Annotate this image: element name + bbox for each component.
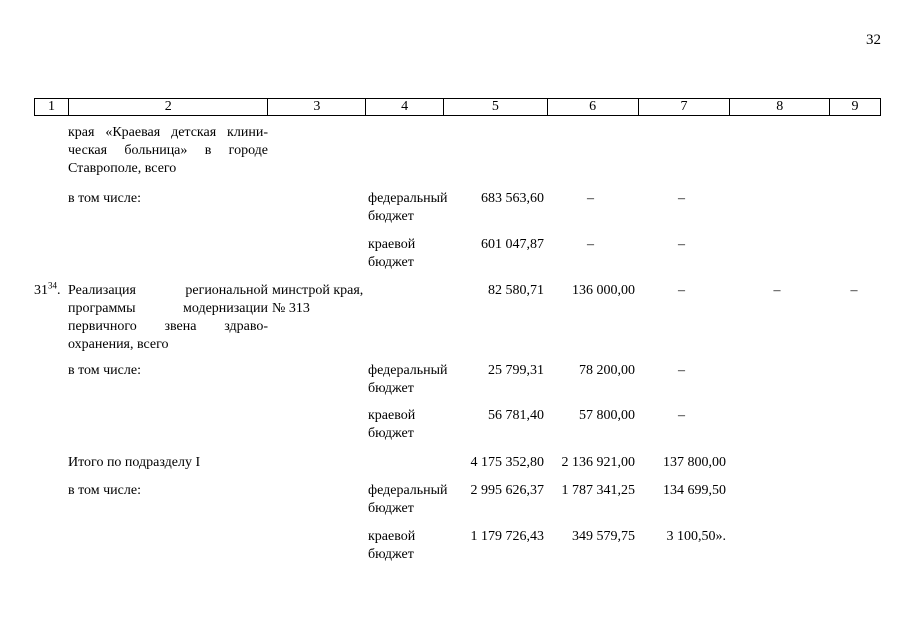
row4-col5: 82 580,71 (488, 283, 544, 298)
header-col-7: 7 (639, 99, 731, 115)
row8-col7: 134 699,50 (663, 483, 726, 498)
row8-label: в том числе: (68, 483, 141, 498)
row7-col5: 4 175 352,80 (470, 455, 544, 470)
header-col-9: 9 (851, 99, 859, 114)
row3-col7: – (678, 237, 685, 252)
row6-col6: 57 800,00 (579, 408, 635, 423)
row6-budget-type: краевой бюджет (368, 408, 416, 441)
row4-number-sup: 34 (48, 280, 57, 291)
row5-label: в том числе: (68, 363, 141, 378)
row4-executor: минстрой края, № 313 (272, 283, 364, 316)
row7-col6: 2 136 921,00 (561, 455, 635, 470)
row4-col6: 136 000,00 (572, 283, 635, 298)
row4-col7: – (678, 283, 685, 298)
row8-col5: 2 995 626,37 (470, 483, 544, 498)
row3-budget-type: краевой бюджет (368, 237, 416, 270)
row2-col6: – (587, 191, 594, 206)
row2-col5: 683 563,60 (481, 191, 544, 206)
row7-total-label: Итого по подразделу I (68, 455, 201, 470)
table-header (34, 98, 881, 116)
header-col-2: 2 (69, 99, 269, 115)
header-col-5: 5 (444, 99, 548, 115)
row6-col5: 56 781,40 (488, 408, 544, 423)
row5-budget-type: федеральный бюджет (368, 363, 448, 396)
row5-col7: – (678, 363, 685, 378)
header-col-4: 4 (366, 99, 444, 115)
row4-col9: – (850, 283, 858, 298)
header-col-8: 8 (730, 99, 830, 115)
row3-col5: 601 047,87 (481, 237, 544, 252)
row3-col6: – (587, 237, 594, 252)
row7-col7: 137 800,00 (663, 455, 726, 470)
row8-budget-type: федеральный бюджет (368, 483, 448, 516)
row4-number: $31^{34}$. (34, 280, 61, 298)
row6-col7: – (678, 408, 685, 423)
header-col-1: 1 (35, 99, 69, 115)
row9-col6: 349 579,75 (572, 529, 635, 544)
row4-col8: – (773, 283, 781, 298)
header-col-3: 3 (268, 99, 366, 115)
row9-budget-type: краевой бюджет (368, 529, 416, 562)
row2-col7: – (678, 191, 685, 206)
row1-description: края «Краевая детская клиническая больница» в городе Ставрополе, всего (68, 125, 268, 176)
row4-description: Реализация региональной программы модернизации первичного звена здравоохранения, всего (68, 283, 268, 352)
row9-col7: 3 100,50». (666, 529, 726, 544)
row8-col6: 1 787 341,25 (561, 483, 635, 498)
page-number: 32 (866, 32, 881, 48)
row9-col5: 1 179 726,43 (470, 529, 544, 544)
row2-label: в том числе: (68, 191, 141, 206)
row5-col5: 25 799,31 (488, 363, 544, 378)
header-col-6: 6 (548, 99, 639, 115)
row5-col6: 78 200,00 (579, 363, 635, 378)
row2-budget-type: федеральный бюджет (368, 191, 448, 224)
